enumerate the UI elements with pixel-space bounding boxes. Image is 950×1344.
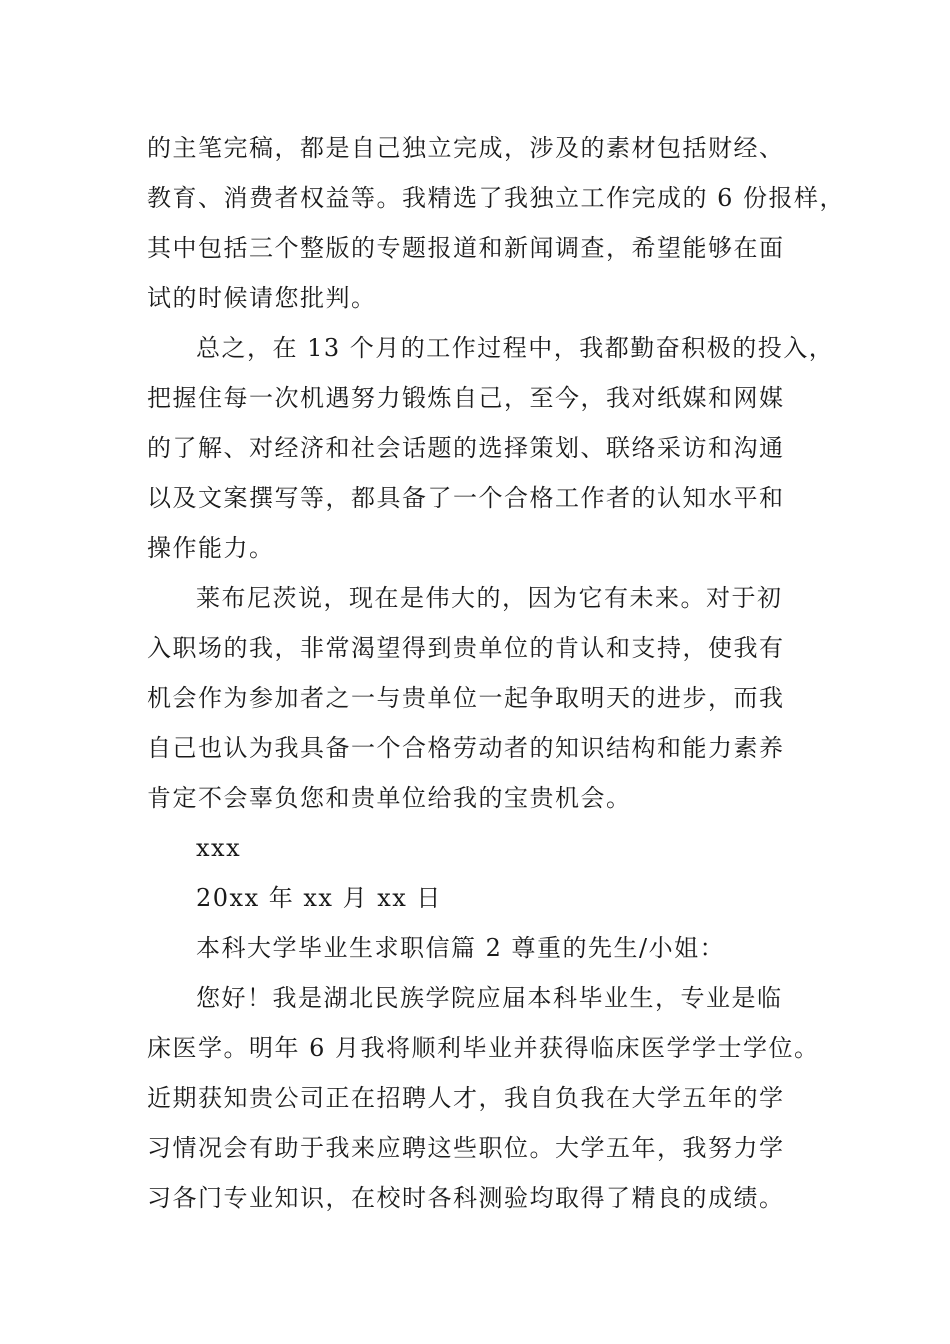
text-line: 肯定不会辜负您和贵单位给我的宝贵机会。 (147, 784, 632, 812)
text-line: 操作能力。 (147, 534, 275, 562)
text-line: 把握住每一次机遇努力锻炼自己，至今，我对纸媒和网媒 (147, 384, 785, 412)
signature-date: 20xx 年 xx 月 xx 日 (196, 884, 442, 912)
text-line: 的了解、对经济和社会话题的选择策划、联络采访和沟通 (147, 434, 785, 462)
paragraph-start-line: 总之，在 13 个月的工作过程中，我都勤奋积极的投入， (196, 334, 835, 362)
text-line: 床医学。明年 6 月我将顺利毕业并获得临床医学学士学位。 (147, 1034, 820, 1062)
text-line: 习情况会有助于我来应聘这些职位。大学五年，我努力学 (147, 1134, 785, 1162)
text-line: 试的时候请您批判。 (147, 284, 377, 312)
text-line: 自己也认为我具备一个合格劳动者的知识结构和能力素养 (147, 734, 785, 762)
text-line: 的主笔完稿，都是自己独立完成，涉及的素材包括财经、 (147, 134, 785, 162)
text-line: 习各门专业知识，在校时各科测验均取得了精良的成绩。 (147, 1184, 785, 1212)
text-line: 以及文案撰写等，都具备了一个合格工作者的认知水平和 (147, 484, 785, 512)
signature-name: xxx (196, 834, 242, 862)
text-line: 近期获知贵公司正在招聘人才，我自负我在大学五年的学 (147, 1084, 785, 1112)
text-line: 机会作为参加者之一与贵单位一起争取明天的进步，而我 (147, 684, 785, 712)
paragraph-start-line: 您好！我是湖北民族学院应届本科毕业生，专业是临 (196, 984, 783, 1012)
paragraph-start-line: 莱布尼茨说，现在是伟大的，因为它有未来。对于初 (196, 584, 783, 612)
text-line: 入职场的我，非常渴望得到贵单位的肯认和支持，使我有 (147, 634, 785, 662)
text-line: 教育、消费者权益等。我精选了我独立工作完成的 6 份报样， (147, 184, 846, 212)
section-heading-line: 本科大学毕业生求职信篇 2 尊重的先生/小姐： (196, 934, 726, 962)
text-line: 其中包括三个整版的专题报道和新闻调查，希望能够在面 (147, 234, 785, 262)
